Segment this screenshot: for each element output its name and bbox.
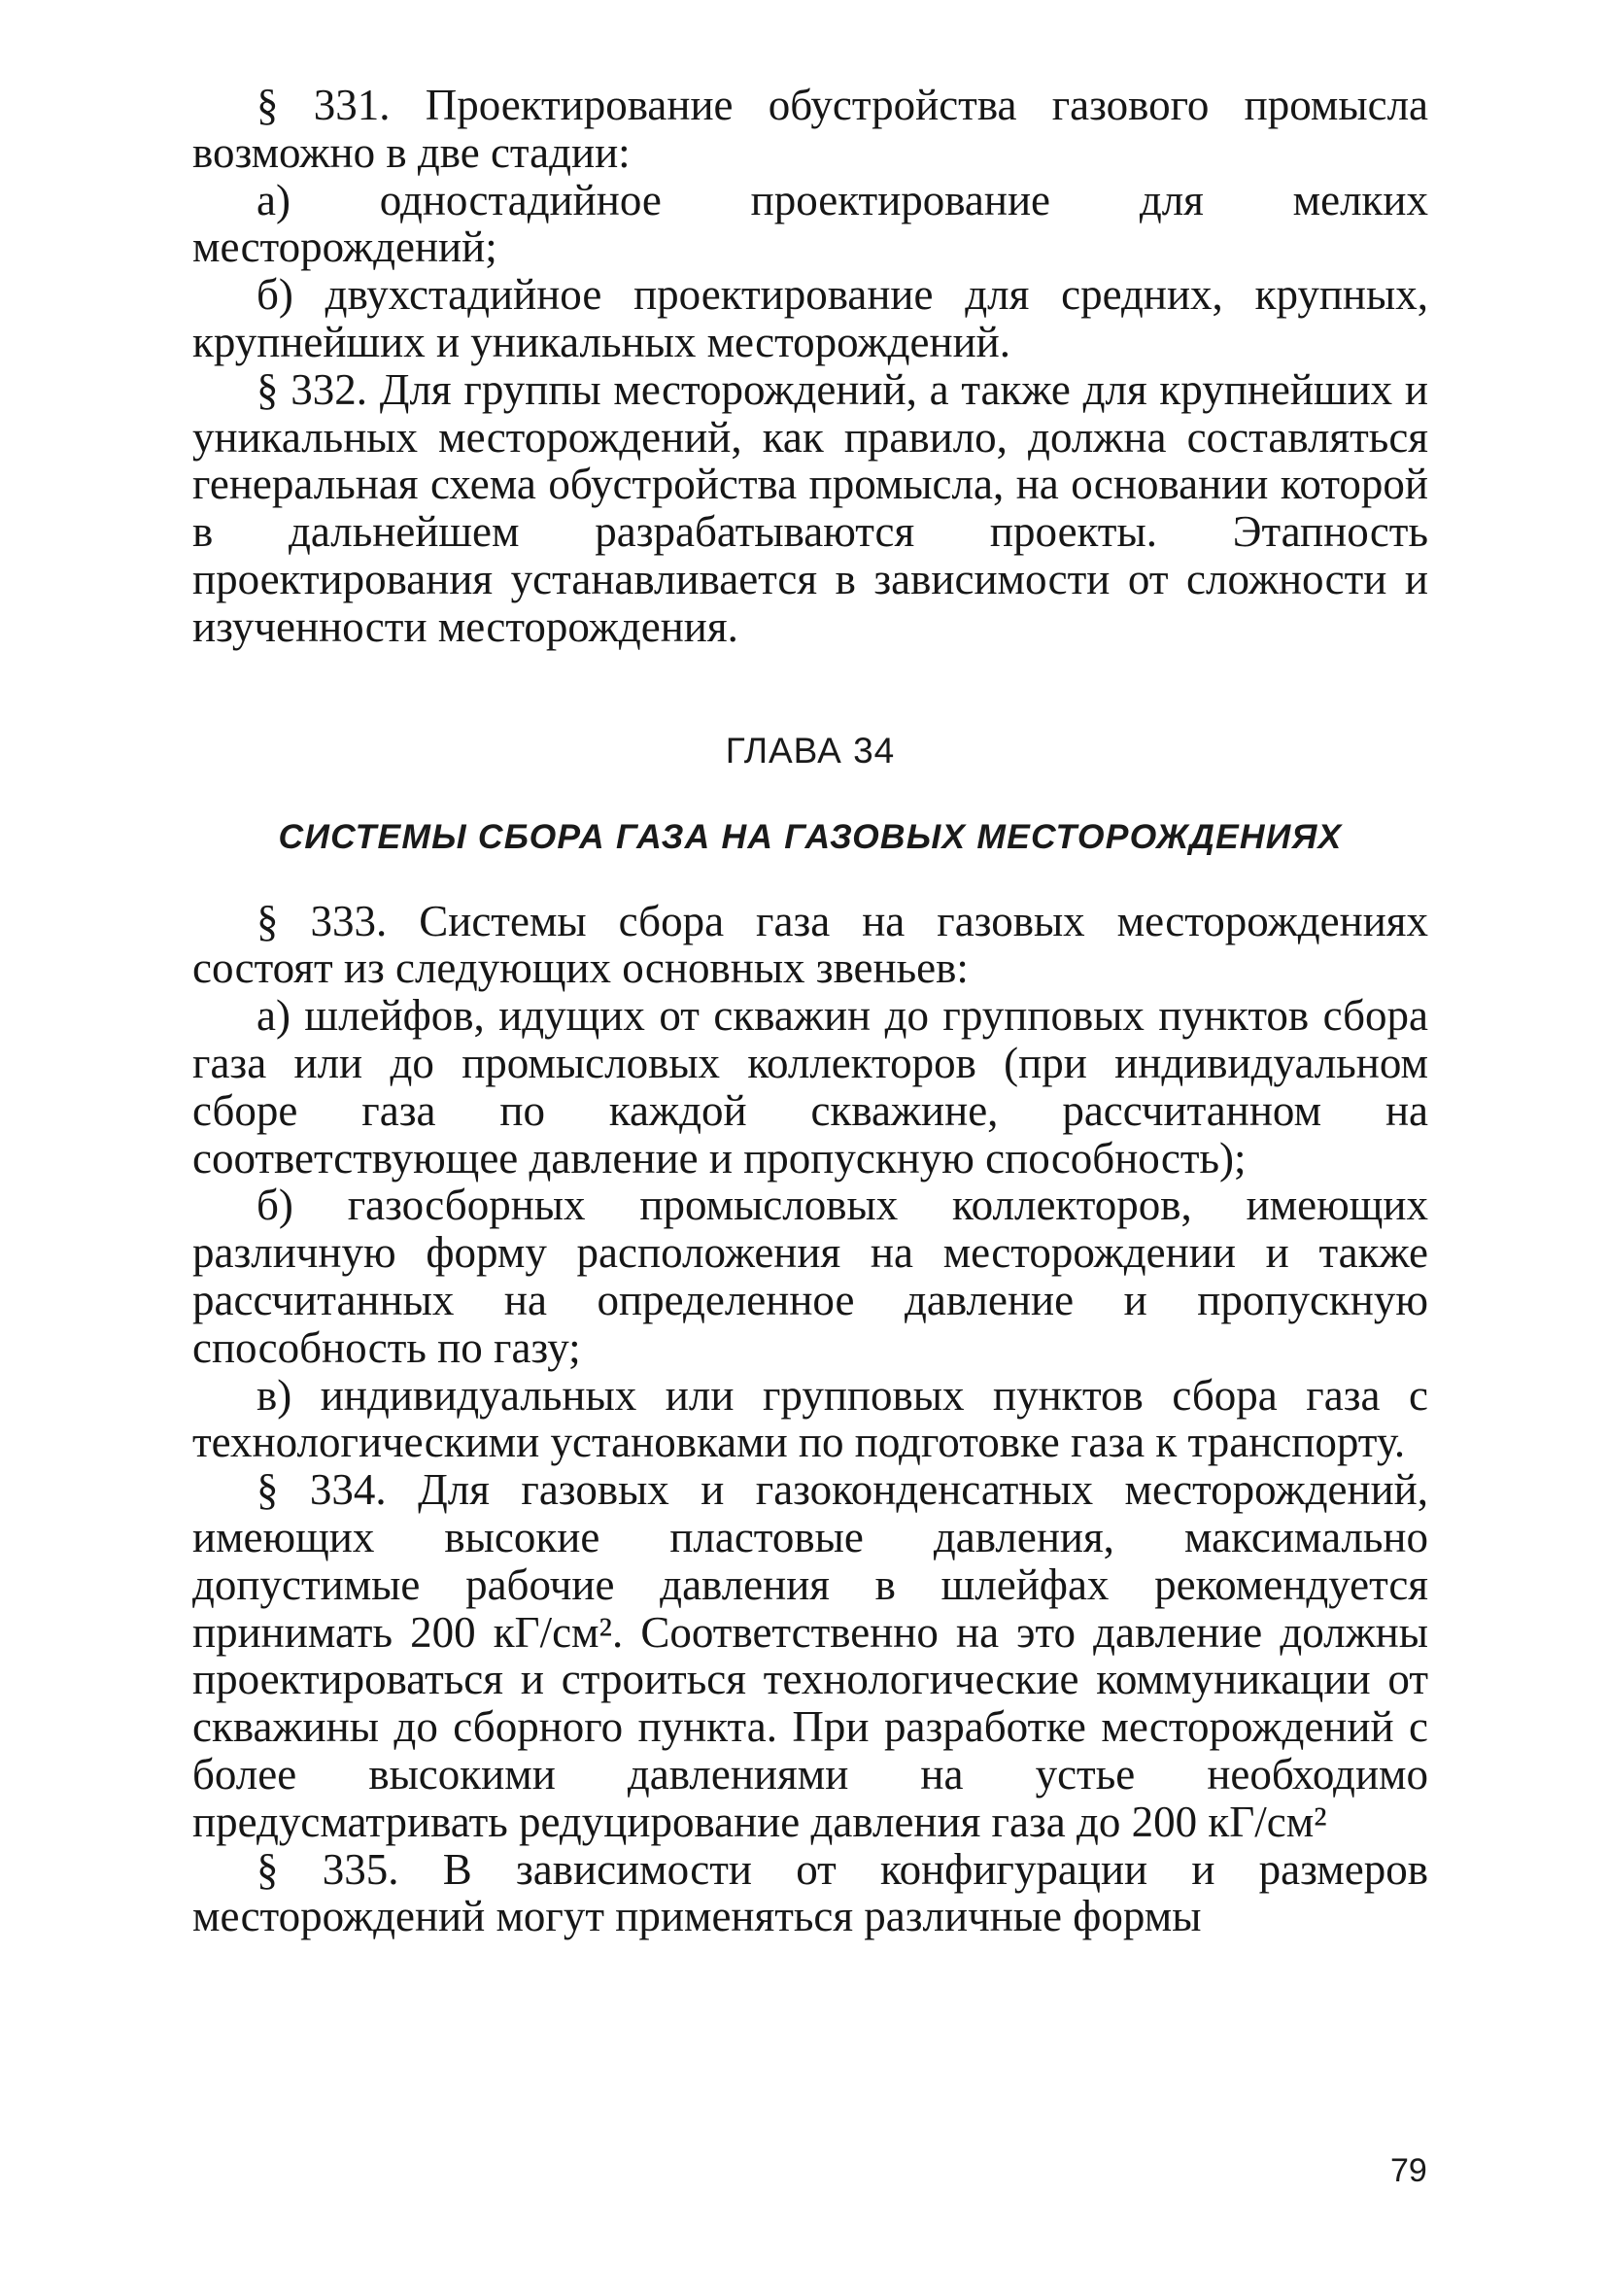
page-text [192, 82, 1428, 1940]
paragraph-333-item-b: б) газосборных промысловых коллекторов, имеющих различную форму расположения на месторождении и также рассчитанных на определенное давление и пропускную способность по газу; [192, 1181, 1428, 1372]
paragraph-333-item-a: а) шлейфов, идущих от скважин до групповых пунктов сбора газа или до промысловых коллекторов (при индивидуальном сборе газа по каждой скважине, рассчитанном на соответствующее давление и пропускную способность); [192, 991, 1428, 1182]
paragraph-335: § 335. В зависимости от конфигурации и размеров месторождений могут применяться различные формы [192, 1844, 1428, 1941]
paragraph-331: § 331. Проектирование обустройства газового промысла возможно в две стадии: [192, 81, 1428, 177]
paragraph-333-item-c: в) индивидуальных или групповых пунктов сбора газа с технологическими установками по подготовке газа к транспорту. [192, 1370, 1428, 1467]
paragraph-332: § 332. Для группы месторождений, а также для крупнейших и уникальных месторождений, как правило, должна составляться генеральная схема обустройства промысла, на основании которой в дальнейшем разрабатываются проекты. Этапность проектирования устанавливается в зависимости от сложности и изученности месторождения. [192, 364, 1428, 651]
page-number: 79 [1390, 2152, 1427, 2189]
chapter-label: ГЛАВА 34 [725, 730, 896, 771]
paragraph-331-item-a: а) одностадийное проектирование для мелких месторождений; [192, 175, 1428, 272]
chapter-title: СИСТЕМЫ СБОРА ГАЗА НА ГАЗОВЫХ МЕСТОРОЖДЕНИЯХ [278, 816, 1343, 856]
paragraph-331-item-b: б) двухстадийное проектирование для средних, крупных, крупнейших и уникальных месторождений. [192, 270, 1428, 366]
section-spacer [192, 651, 1428, 727]
paragraph-334: § 334. Для газовых и газоконденсатных месторождений, имеющих высокие пластовые давления, максимально допустимые рабочие давления в шлейфах рекомендуется принимать 200 кГ/см². Соответственно на это давление должны проектироваться и строиться технологические коммуникации от скважины до сборного пункта. При разработке месторождений с более высокими давлениями на устье необходимо предусматривать редуцирование давления газа до 200 кГ/см² [192, 1465, 1428, 1846]
paragraph-333: § 333. Системы сбора газа на газовых месторождениях состоят из следующих основных звеньев: [192, 896, 1428, 993]
